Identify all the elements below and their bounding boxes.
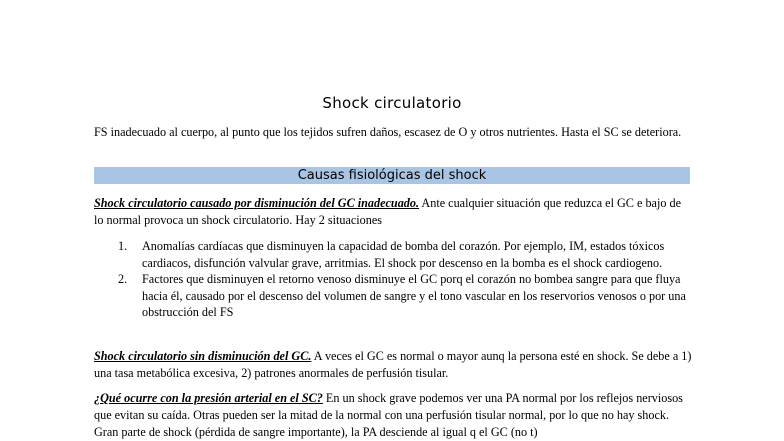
section-1-lead: Shock circulatorio causado por disminución del GC inadecuado. bbox=[94, 196, 420, 210]
list-item bbox=[94, 238, 692, 271]
causes-list bbox=[94, 238, 692, 321]
list-item-text: Factores que disminuyen el retorno venoso disminuye el GC porq el corazón no bombea sangre para que fluya hacia él, causado por el descenso del volumen de sangre y el tono vascular en los reservorios venosos o por una obstrucción del FS bbox=[142, 272, 686, 319]
section-2-paragraph bbox=[94, 348, 692, 382]
list-item bbox=[94, 271, 692, 321]
section-2-lead: Shock circulatorio sin disminución del GC. bbox=[94, 349, 312, 363]
section-3-paragraph bbox=[94, 390, 692, 441]
intro-paragraph: FS inadecuado al cuerpo, al punto que los tejidos sufren daños, escasez de O y otros nutrientes. Hasta el SC se deteriora. bbox=[94, 125, 682, 139]
section-1-paragraph bbox=[94, 195, 692, 229]
section-heading: Causas fisiológicas del shock bbox=[94, 167, 690, 184]
section-2-text: A veces el GC es normal o mayor aunq la persona esté en shock. Se debe a 1) una tasa metabólica excesiva, 2) patrones anormales de perfusión tisular. bbox=[94, 349, 692, 380]
section-3-text: En un shock grave podemos ver una PA normal por los reflejos nerviosos que evitan su caída. Otras pueden ser la mitad de la normal con una perfusión tisular normal, por lo que no hay shock. Gran parte de shock (pérdida de sangre importante), la PA desciende al igual q el GC (no t) bbox=[94, 391, 683, 439]
section-3-lead: ¿Qué ocurre con la presión arterial en el SC? bbox=[94, 391, 323, 405]
page-title: Shock circulatorio bbox=[322, 94, 462, 112]
list-item-text: Anomalías cardíacas que disminuyen la capacidad de bomba del corazón. Por ejemplo, IM, estados tóxicos cardiacos, disfunción valvular grave, arritmias. El shock por descenso en la bomba es el shock cardiogeno. bbox=[142, 239, 665, 270]
list-item-number: 1. bbox=[118, 239, 128, 253]
list-item-number: 2. bbox=[118, 272, 128, 286]
section-1-text: Ante cualquier situación que reduzca el GC e bajo de lo normal provoca un shock circulatorio. Hay 2 situaciones bbox=[94, 196, 681, 227]
